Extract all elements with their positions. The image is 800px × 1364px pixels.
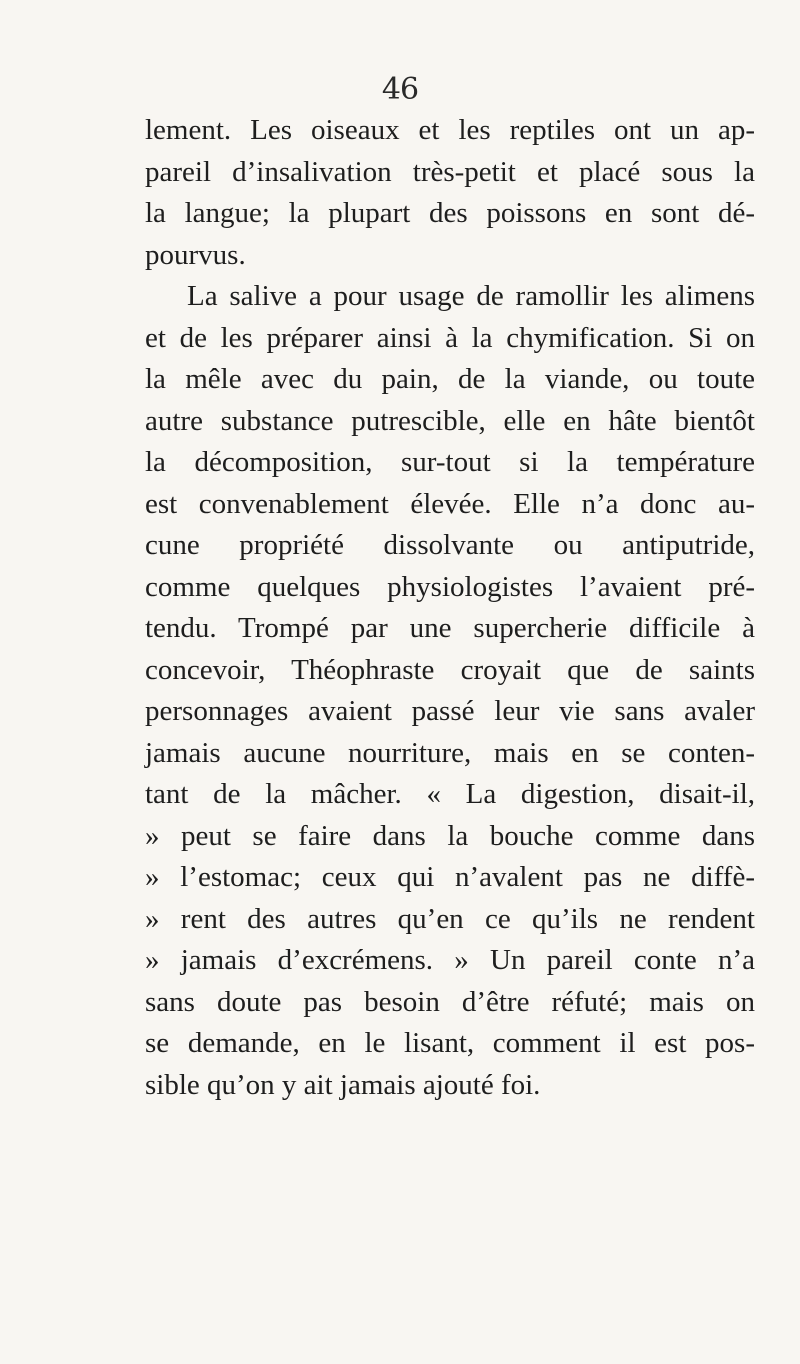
text-line: se demande, en le lisant, comment il est pos- — [145, 1027, 755, 1059]
paragraph-start-line: La salive a pour usage de ramollir les alimens — [187, 280, 755, 312]
text-line: tendu. Trompé par une supercherie difficile à — [145, 612, 755, 644]
text-line: sible qu’on y ait jamais ajouté foi. — [145, 1068, 541, 1101]
text-line: autre substance putrescible, elle en hâte bientôt — [145, 404, 755, 437]
text-line: tant de la mâcher. « La digestion, disait-il, — [145, 778, 755, 810]
text-line: comme quelques physiologistes l’avaient pré- — [145, 570, 755, 603]
quote-line: » jamais d’excrémens. » Un pareil conte n’a — [145, 944, 755, 976]
text-line: lement. Les oiseaux et les reptiles ont un ap- — [145, 114, 755, 146]
quote-line: » l’estomac; ceux qui n’avalent pas ne diffè- — [145, 861, 755, 893]
text-line: personnages avaient passé leur vie sans avaler — [145, 695, 755, 727]
text-line: sans doute pas besoin d’être réfuté; mais on — [145, 985, 755, 1018]
text-line: jamais aucune nourriture, mais en se conten- — [145, 736, 755, 769]
text-line: la langue; la plupart des poissons en sont dé- — [145, 197, 755, 229]
text-line: est convenablement élevée. Elle n’a donc au- — [145, 487, 755, 520]
text-line: et de les préparer ainsi à la chymification. Si on — [145, 321, 755, 354]
text-line: pourvus. — [145, 238, 246, 271]
quote-line: » rent des autres qu’en ce qu’ils ne rendent — [145, 902, 755, 935]
text-line: pareil d’insalivation très-petit et placé sous la — [145, 155, 755, 188]
quote-line: » peut se faire dans la bouche comme dans — [145, 819, 755, 852]
text-line: concevoir, Théophraste croyait que de saints — [145, 653, 755, 686]
page-number: 46 — [381, 72, 419, 107]
body-text — [145, 110, 755, 1106]
text-line: la décomposition, sur-tout si la température — [145, 446, 755, 478]
text-line: la mêle avec du pain, de la viande, ou toute — [145, 363, 755, 395]
text-line: cune propriété dissolvante ou antiputride, — [145, 529, 755, 561]
